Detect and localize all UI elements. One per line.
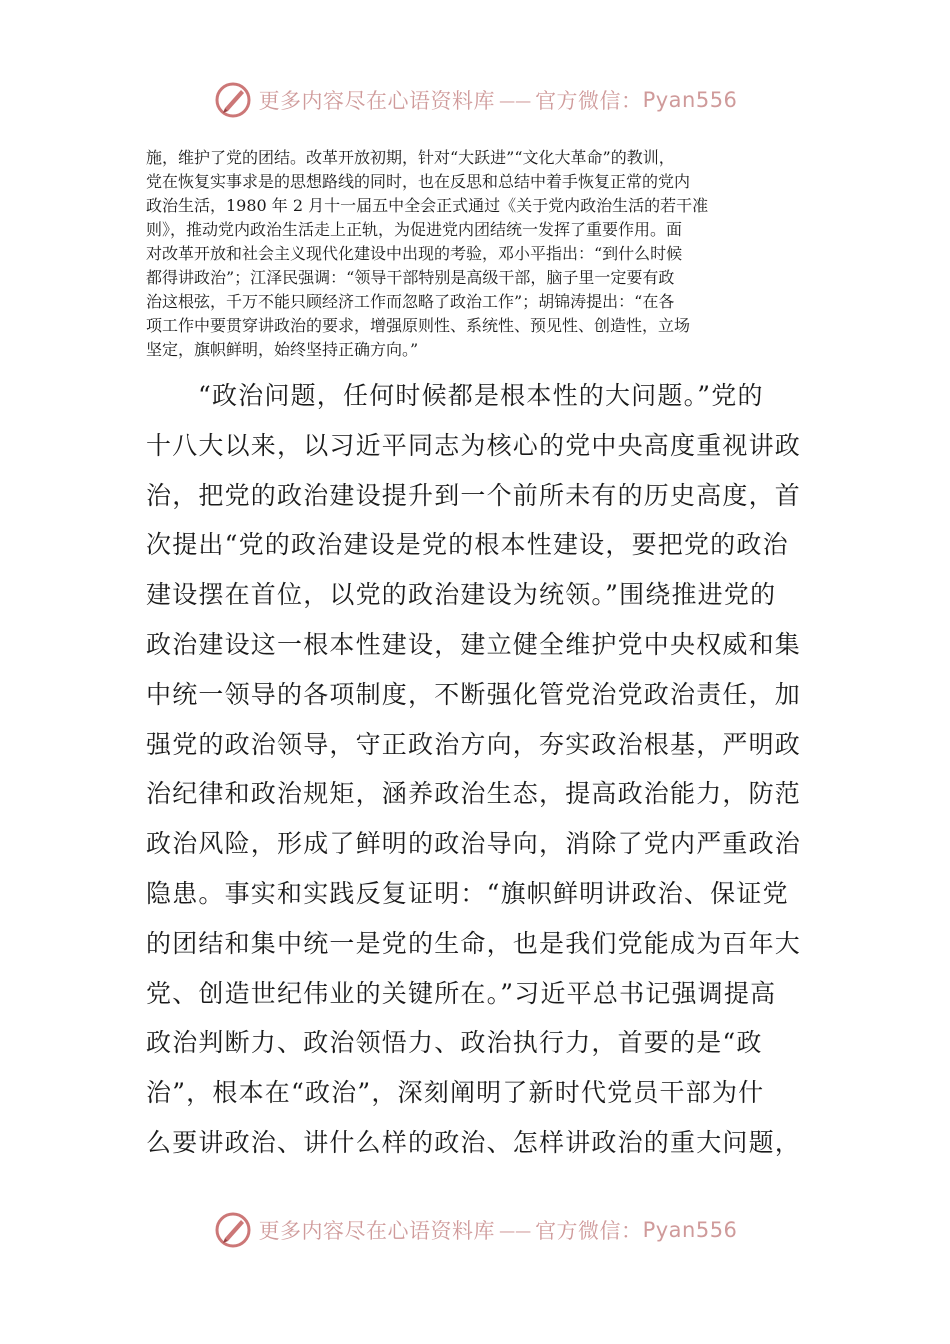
header-watermark [0, 80, 950, 120]
text-line: 治，把党的政治建设提升到一个前所未有的历史高度，首 [146, 480, 802, 510]
text-line: 则》，推动党内政治生活走上正轨，为促进党内团结统一发挥了重要作用。面 [146, 220, 683, 239]
text-line: 建设摆在首位，以党的政治建设为统领。”围绕推进党的 [146, 580, 777, 610]
pen-logo-icon [213, 1210, 253, 1250]
watermark-text: 更多内容尽在心语资料库 [258, 1219, 496, 1243]
body-paragraph [146, 371, 808, 1168]
footer-watermark [0, 1210, 950, 1250]
text-line: 政治风险，形成了鲜明的政治导向，消除了党内严重政治 [146, 829, 802, 859]
watermark-wechat-id: Pyan556 [642, 88, 738, 112]
text-line: 政治判断力、政治领悟力、政治执行力，首要的是“政 [146, 1028, 763, 1058]
text-line: 中统一领导的各项制度，不断强化管党治党政治责任，加 [146, 679, 802, 709]
text-line: 政治建设这一根本性建设，建立健全维护党中央权威和集 [146, 629, 802, 659]
text-line: 治纪律和政治规矩，涵养政治生态，提高政治能力，防范 [146, 779, 802, 809]
text-line: 党在恢复实事求是的思想路线的同时，也在反思和总结中着手恢复正常的党内 [146, 172, 691, 191]
watermark-text: 更多内容尽在心语资料库 [258, 89, 496, 113]
text-line: 十八大以来，以习近平同志为核心的党中央高度重视讲政 [146, 430, 802, 460]
watermark-separator: —— [499, 90, 532, 110]
watermark-suffix: 官方微信： [535, 89, 643, 113]
text-line: 次提出“党的政治建设是党的根本性建设，要把党的政治 [146, 530, 789, 560]
text-line: 强党的政治领导，守正政治方向，夯实政治根基，严明政 [146, 729, 802, 759]
pen-logo-icon [213, 80, 253, 120]
text-line: 治这根弦，千万不能只顾经济工作而忽略了政治工作”；胡锦涛提出：“在各 [146, 292, 675, 311]
text-line: 政治生活，1980 年 2 月十一届五中全会正式通过《关于党内政治生活的若干准 [146, 196, 709, 215]
text-line: 对改革开放和社会主义现代化建设中出现的考验，邓小平指出：“到什么时候 [146, 244, 683, 263]
watermark-wechat-id: Pyan556 [642, 1218, 738, 1242]
watermark-suffix: 官方微信： [535, 1219, 643, 1243]
text-line: 治”，根本在“政治”，深刻阐明了新时代党员干部为什 [146, 1078, 765, 1108]
text-line: 项工作中要贯穿讲政治的要求，增强原则性、系统性、预见性、创造性，立场 [146, 316, 691, 335]
text-line: 都得讲政治”；江泽民强调：“领导干部特别是高级干部，脑子里一定要有政 [146, 268, 675, 287]
text-line: 施，维护了党的团结。改革开放初期，针对“大跃进”“文化大革命”的教训， [146, 148, 675, 167]
text-line: 么要讲政治、讲什么样的政治、怎样讲政治的重大问题， [146, 1127, 802, 1157]
text-line: “政治问题，任何时候都是根本性的大问题。”党的 [198, 381, 764, 410]
text-line: 的团结和集中统一是党的生命，也是我们党能成为百年大 [146, 928, 802, 958]
text-line: 隐患。事实和实践反复证明：“旗帜鲜明讲政治、保证党 [146, 878, 789, 908]
quote-paragraph [146, 146, 808, 362]
text-line: 坚定，旗帜鲜明，始终坚持正确方向。” [146, 340, 419, 359]
watermark-separator: —— [499, 1220, 532, 1240]
text-line: 党、创造世纪伟业的关键所在。”习近平总书记强调提高 [146, 978, 777, 1008]
